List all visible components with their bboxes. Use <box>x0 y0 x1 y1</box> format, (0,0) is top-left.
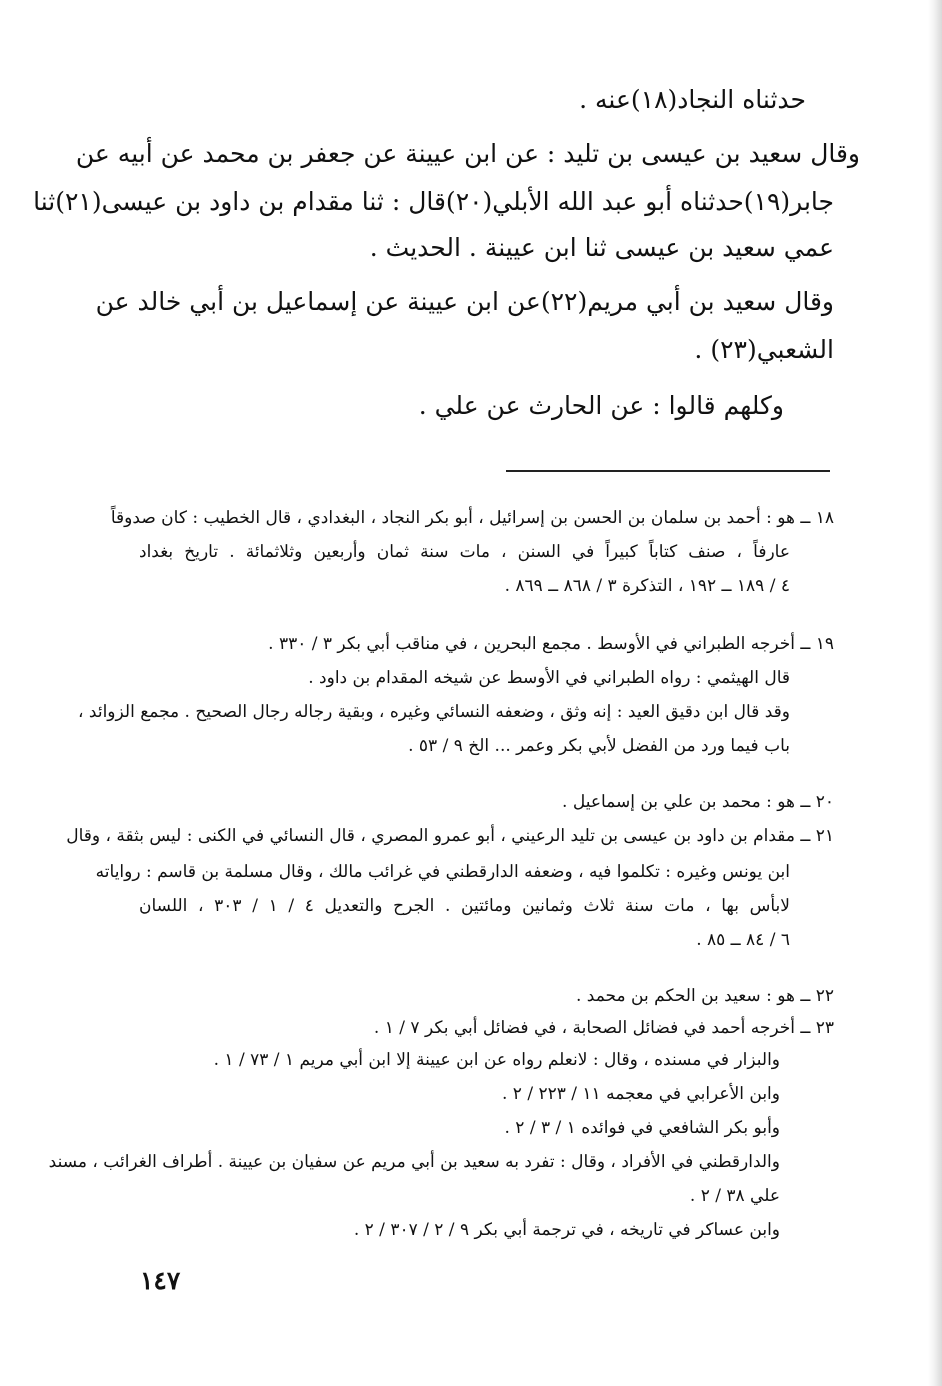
footnote-21-line-3: لابأس بها ، مات سنة ثلاث وثمانين ومائتين . الجرح والتعديل ٤ / ١ / ٣٠٣ ، اللسان <box>139 896 790 916</box>
footnote-21-line-2: ابن يونس وغيره : تكلموا فيه ، وضعفه الدارقطني في غرائب مالك ، وقال مسلمة بن قاسم : رواياته <box>95 862 790 882</box>
footnote-23-line-1: ٢٣ ــ أخرجه أحمد في فضائل الصحابة ، في فضائل أبي بكر ٧ / ١ . <box>373 1018 834 1038</box>
main-text-line-2: وقال سعيد بن عيسى بن تليد : عن ابن عيينة عن جعفر بن محمد عن أبيه عن <box>75 139 860 168</box>
footnote-18-line-2: عارفاً ، صنف كتاباً كبيراً في السنن ، مات سنة ثمان وأربعين وثلاثمائة . تاريخ بغداد <box>139 542 790 562</box>
footnote-20-line-1: ٢٠ ــ هو : محمد بن علي بن إسماعيل . <box>562 792 834 812</box>
main-text-line-5: وقال سعيد بن أبي مريم(٢٢)عن ابن عيينة عن إسماعيل بن أبي خالد عن <box>95 287 834 316</box>
footnote-18-line-3: ٤ / ١٨٩ ــ ١٩٢ ، التذكرة ٣ / ٨٦٨ ــ ٨٦٩ . <box>504 576 790 596</box>
main-text-line-7: وكلهم قالوا : عن الحارث عن علي . <box>418 391 784 420</box>
footnote-19-line-1: ١٩ ــ أخرجه الطبراني في الأوسط . مجمع البحرين ، في مناقب أبي بكر ٣ / ٣٣٠ . <box>268 634 834 654</box>
footnote-23-line-6: علي ٣٨ / ٢ . <box>689 1186 780 1206</box>
footnote-23-line-2: والبزار في مسنده ، وقال : لانعلم رواه عن ابن عيينة إلا ابن أبي مريم ١ / ٧٣ / ١ . <box>213 1050 780 1070</box>
page-number: ١٤٧ <box>140 1266 181 1295</box>
footnote-23-line-7: وابن عساكر في تاريخه ، في ترجمة أبي بكر ٩ / ٢ / ٣٠٧ / ٢ . <box>353 1220 780 1240</box>
footnote-separator <box>506 470 830 472</box>
footnote-19-line-2: قال الهيثمي : رواه الطبراني في الأوسط عن شيخه المقدام بن داود . <box>308 668 790 688</box>
main-text-line-6: الشعبي(٢٣) . <box>694 335 834 364</box>
footnote-23-line-4: وأبو بكر الشافعي في فوائده ١ / ٣ / ٢ . <box>504 1118 780 1138</box>
main-text-line-4: عمي سعيد بن عيسى ثنا ابن عيينة . الحديث . <box>369 233 834 262</box>
footnote-19-line-3: وقد قال ابن دقيق العيد : إنه وثق ، وضعفه النسائي وغيره ، وبقية رجاله رجال الصحيح . مجمع الزوائد ، <box>78 702 790 722</box>
main-text-line-3: جابر(١٩)حدثناه أبو عبد الله الأبلي(٢٠)قال : ثنا مقدام بن داود بن عيسى(٢١)ثنا <box>33 187 834 216</box>
footnote-22-line-1: ٢٢ ــ هو : سعيد بن الحكم بن محمد . <box>576 986 834 1006</box>
footnote-23-line-5: والدارقطني في الأفراد ، وقال : تفرد به سعيد بن أبي مريم عن سفيان بن عيينة . أطراف الغرائب ، مسند <box>48 1152 780 1172</box>
footnote-23-line-3: وابن الأعرابي في معجمه ١١ / ٢٢٣ / ٢ . <box>501 1084 780 1104</box>
page-edge-shadow <box>928 0 942 1386</box>
footnote-21-line-4: ٦ / ٨٤ ــ ٨٥ . <box>696 930 790 950</box>
main-text-line-1: حدثناه النجاد(١٨)عنه . <box>579 85 806 114</box>
footnote-21-line-1: ٢١ ــ مقدام بن داود بن عيسى بن تليد الرعيني ، أبو عمرو المصري ، قال النسائي في الكنى : ليس بثقة ، وقال <box>66 826 834 846</box>
footnote-19-line-4: باب فيما ورد من الفضل لأبي بكر وعمر ... الخ ٩ / ٥٣ . <box>408 736 790 756</box>
footnote-18-line-1: ١٨ ــ هو : أحمد بن سلمان بن الحسن بن إسرائيل ، أبو بكر النجاد ، البغدادي ، قال الخطيب : كان صدوقاً <box>110 508 834 528</box>
